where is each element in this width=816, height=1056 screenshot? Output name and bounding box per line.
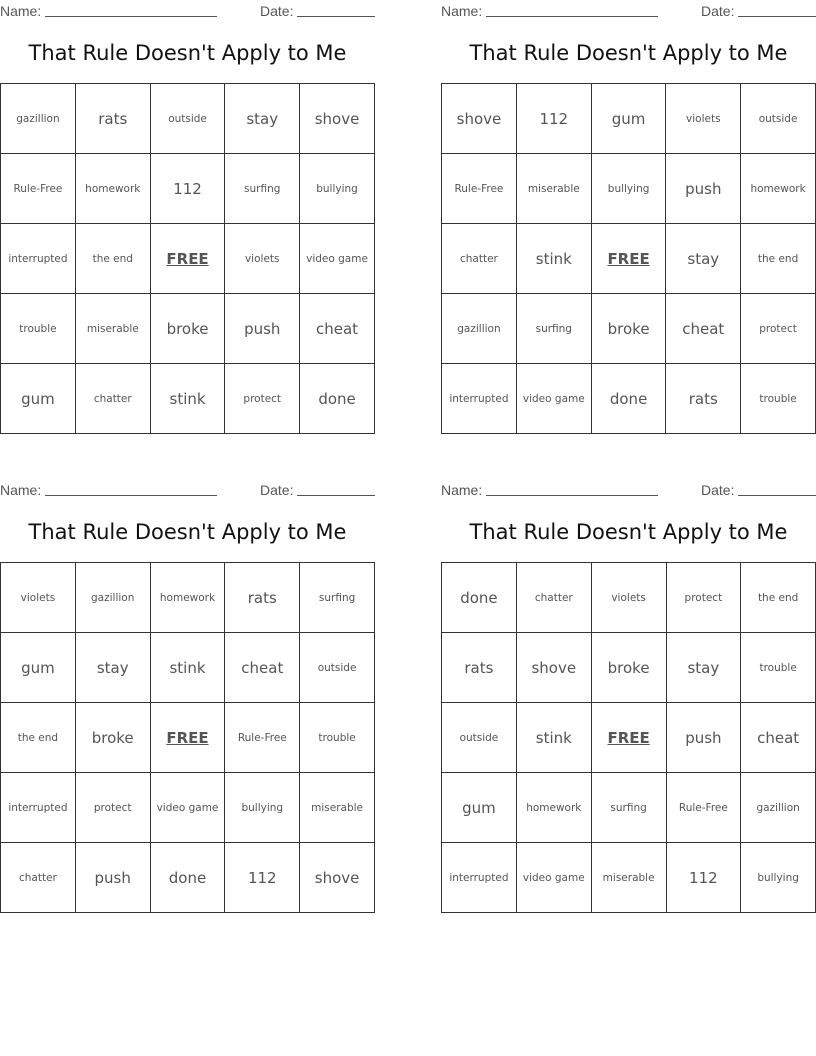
card-header (0, 0, 375, 22)
bingo-cell: trouble (741, 633, 816, 703)
bingo-cell: outside (150, 84, 225, 154)
bingo-cell: rats (666, 364, 741, 434)
bingo-cell: surfing (516, 294, 591, 364)
bingo-cell: violets (666, 84, 741, 154)
bingo-cell: video game (300, 224, 375, 294)
bingo-cell: Rule-Free (1, 154, 76, 224)
bingo-cell: homework (75, 154, 150, 224)
grid-row (442, 154, 816, 224)
bingo-cell: miserable (516, 154, 591, 224)
bingo-cell: bullying (225, 773, 300, 843)
grid-row (1, 84, 375, 154)
bingo-cell: chatter (1, 843, 76, 913)
bingo-cell: interrupted (442, 843, 517, 913)
date-label: Date: (260, 482, 294, 498)
bingo-cell: bullying (591, 154, 666, 224)
name-field[interactable] (486, 495, 658, 496)
bingo-cell: gazillion (741, 773, 816, 843)
grid-row (1, 703, 375, 773)
bingo-cell: Rule-Free (442, 154, 517, 224)
bingo-cell: stink (150, 364, 225, 434)
bingo-card (441, 0, 816, 408)
bingo-cell: outside (741, 84, 816, 154)
bingo-cell: trouble (1, 294, 76, 364)
grid-row (1, 364, 375, 434)
bingo-cell: gazillion (1, 84, 76, 154)
date-field[interactable] (738, 16, 816, 17)
grid-row (442, 294, 816, 364)
bingo-cell: shove (300, 843, 375, 913)
bingo-cell: chatter (75, 364, 150, 434)
bingo-cell: stink (516, 703, 591, 773)
bingo-cell: violets (1, 563, 76, 633)
free-space-cell: FREE (591, 703, 666, 773)
bingo-cell: stink (150, 633, 225, 703)
bingo-cell: cheat (300, 294, 375, 364)
name-label: Name: (0, 3, 42, 19)
bingo-cell: stay (75, 633, 150, 703)
grid-row (1, 294, 375, 364)
free-space-cell: FREE (150, 224, 225, 294)
bingo-grid (441, 83, 816, 434)
bingo-cell: video game (516, 843, 591, 913)
bingo-cell: done (442, 563, 517, 633)
bingo-grid (0, 83, 375, 434)
bingo-cell: bullying (741, 843, 816, 913)
card-title: That Rule Doesn't Apply to Me (469, 41, 788, 65)
bingo-cell: homework (516, 773, 591, 843)
bingo-cell: the end (741, 563, 816, 633)
grid-row (442, 703, 816, 773)
card-title: That Rule Doesn't Apply to Me (28, 41, 347, 65)
name-label: Name: (0, 482, 42, 498)
grid-row (442, 563, 816, 633)
bingo-cell: shove (516, 633, 591, 703)
card-header (441, 479, 816, 501)
date-label: Date: (701, 3, 735, 19)
name-label: Name: (441, 482, 483, 498)
name-label: Name: (441, 3, 483, 19)
bingo-cell: Rule-Free (225, 703, 300, 773)
bingo-cell: 112 (225, 843, 300, 913)
grid-row (1, 773, 375, 843)
bingo-cell: rats (75, 84, 150, 154)
free-space-cell: FREE (591, 224, 666, 294)
bingo-cell: outside (300, 633, 375, 703)
bingo-cell: shove (300, 84, 375, 154)
bingo-cell: rats (225, 563, 300, 633)
bingo-cell: video game (516, 364, 591, 434)
bingo-grid (441, 562, 816, 913)
bingo-cell: violets (225, 224, 300, 294)
bingo-cell: Rule-Free (666, 773, 741, 843)
bingo-cell: protect (75, 773, 150, 843)
grid-row (1, 154, 375, 224)
name-field[interactable] (486, 16, 658, 17)
bingo-grid (0, 562, 375, 913)
card-title: That Rule Doesn't Apply to Me (28, 520, 347, 544)
bingo-cell: gum (1, 633, 76, 703)
bingo-cell: rats (442, 633, 517, 703)
bingo-cell: push (225, 294, 300, 364)
bingo-cell: chatter (516, 563, 591, 633)
bingo-cell: surfing (300, 563, 375, 633)
date-label: Date: (260, 3, 294, 19)
bingo-card (0, 0, 375, 408)
date-label: Date: (701, 482, 735, 498)
grid-row (1, 633, 375, 703)
bingo-cell: 112 (150, 154, 225, 224)
grid-row (1, 563, 375, 633)
grid-row (442, 633, 816, 703)
bingo-cell: homework (741, 154, 816, 224)
bingo-cell: miserable (591, 843, 666, 913)
name-field[interactable] (45, 16, 217, 17)
bingo-cell: stink (516, 224, 591, 294)
grid-row (1, 843, 375, 913)
bingo-cell: gazillion (75, 563, 150, 633)
bingo-cell: the end (75, 224, 150, 294)
bingo-cell: done (300, 364, 375, 434)
bingo-cell: done (150, 843, 225, 913)
bingo-card (441, 479, 816, 887)
card-header (441, 0, 816, 22)
bingo-cell: push (666, 154, 741, 224)
date-field[interactable] (297, 495, 375, 496)
bingo-cell: homework (150, 563, 225, 633)
bingo-cell: 112 (666, 843, 741, 913)
bingo-cell: violets (591, 563, 666, 633)
bingo-cell: push (666, 703, 741, 773)
bingo-cell: cheat (741, 703, 816, 773)
bingo-cell: gum (442, 773, 517, 843)
bingo-cell: surfing (225, 154, 300, 224)
grid-row (442, 84, 816, 154)
free-space-cell: FREE (150, 703, 225, 773)
bingo-cell: trouble (300, 703, 375, 773)
bingo-cell: stay (666, 224, 741, 294)
bingo-cell: miserable (300, 773, 375, 843)
bingo-cell: surfing (591, 773, 666, 843)
bingo-cell: stay (225, 84, 300, 154)
bingo-cell: cheat (666, 294, 741, 364)
bingo-cell: stay (666, 633, 741, 703)
grid-row (442, 224, 816, 294)
bingo-cell: the end (741, 224, 816, 294)
bingo-cell: protect (666, 563, 741, 633)
card-header (0, 479, 375, 501)
bingo-cell: 112 (516, 84, 591, 154)
grid-row (442, 773, 816, 843)
date-field[interactable] (297, 16, 375, 17)
bingo-cell: push (75, 843, 150, 913)
bingo-cell: trouble (741, 364, 816, 434)
bingo-cell: video game (150, 773, 225, 843)
bingo-cell: broke (591, 633, 666, 703)
bingo-cell: gum (1, 364, 76, 434)
name-field[interactable] (45, 495, 217, 496)
bingo-cell: protect (741, 294, 816, 364)
grid-row (1, 224, 375, 294)
bingo-cell: interrupted (442, 364, 517, 434)
bingo-cell: broke (150, 294, 225, 364)
bingo-cell: gazillion (442, 294, 517, 364)
bingo-cell: interrupted (1, 773, 76, 843)
bingo-cell: bullying (300, 154, 375, 224)
date-field[interactable] (738, 495, 816, 496)
bingo-cell: miserable (75, 294, 150, 364)
bingo-cell: interrupted (1, 224, 76, 294)
bingo-card (0, 479, 375, 887)
bingo-cell: cheat (225, 633, 300, 703)
bingo-cell: chatter (442, 224, 517, 294)
card-title: That Rule Doesn't Apply to Me (469, 520, 788, 544)
bingo-cell: broke (75, 703, 150, 773)
bingo-cell: gum (591, 84, 666, 154)
bingo-cell: outside (442, 703, 517, 773)
grid-row (442, 364, 816, 434)
bingo-cell: protect (225, 364, 300, 434)
grid-row (442, 843, 816, 913)
bingo-cell: the end (1, 703, 76, 773)
bingo-cell: shove (442, 84, 517, 154)
bingo-cell: broke (591, 294, 666, 364)
bingo-cell: done (591, 364, 666, 434)
